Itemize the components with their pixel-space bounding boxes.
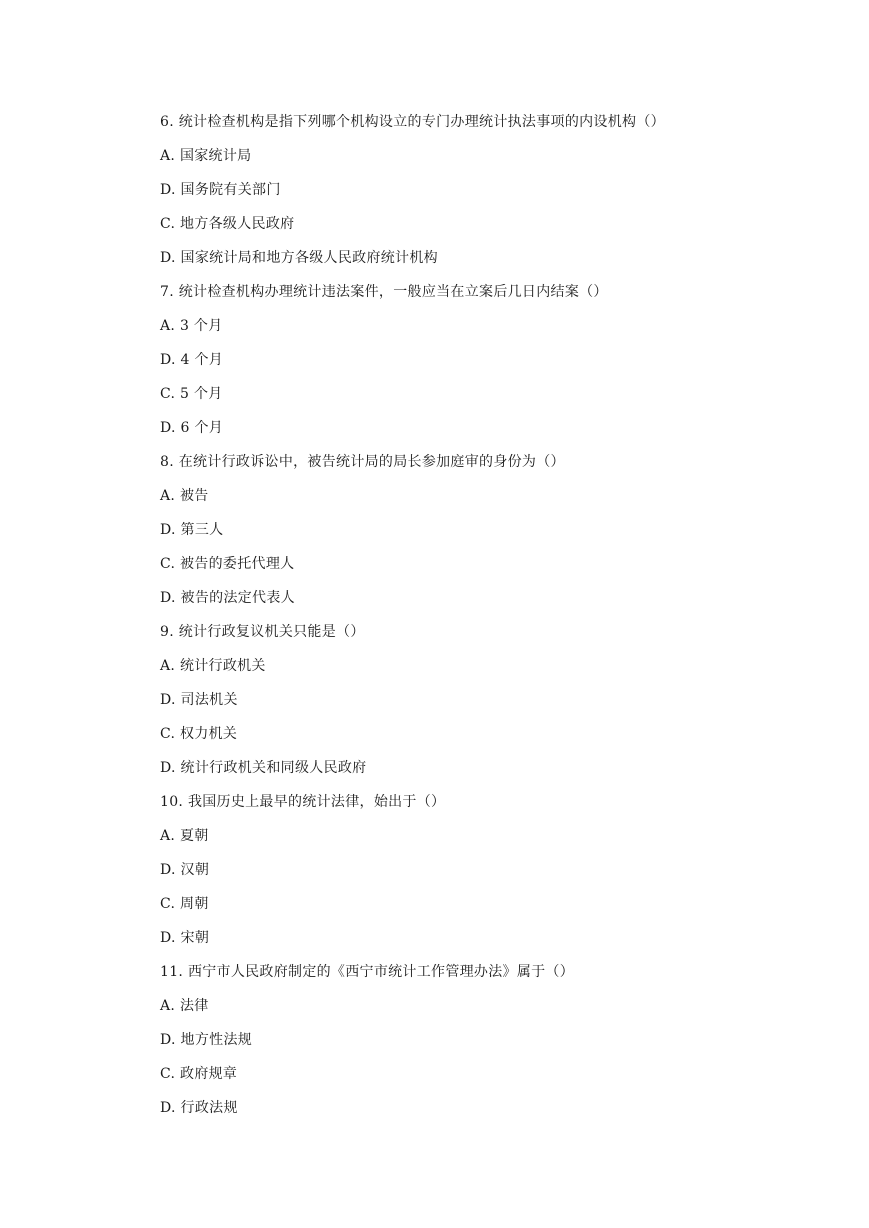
option-letter: D. bbox=[160, 760, 176, 776]
option-letter: D. bbox=[160, 250, 176, 266]
question-number: 9. bbox=[160, 624, 174, 640]
answer-option bbox=[160, 860, 820, 894]
option-text: 周朝 bbox=[180, 896, 209, 912]
answer-option bbox=[160, 690, 820, 724]
option-text: 司法机关 bbox=[180, 692, 238, 708]
answer-option bbox=[160, 1064, 820, 1098]
option-text: 国家统计局 bbox=[179, 148, 252, 164]
question-stem bbox=[160, 452, 820, 486]
answer-option bbox=[160, 996, 820, 1030]
question-stem bbox=[160, 962, 820, 996]
answer-option bbox=[160, 214, 820, 248]
option-text: 第三人 bbox=[180, 522, 224, 538]
option-text: 政府规章 bbox=[180, 1066, 238, 1082]
option-text: 被告的委托代理人 bbox=[180, 556, 295, 572]
question-stem bbox=[160, 112, 820, 146]
option-letter: C. bbox=[160, 726, 176, 742]
answer-option bbox=[160, 146, 820, 180]
option-text: 行政法规 bbox=[180, 1100, 238, 1116]
answer-option bbox=[160, 1030, 820, 1064]
option-letter: A. bbox=[160, 998, 176, 1014]
answer-option bbox=[160, 418, 820, 452]
question-number: 11. bbox=[160, 964, 184, 980]
document-page bbox=[160, 112, 820, 1132]
option-letter: D. bbox=[160, 1032, 176, 1048]
question-text: 统计检查机构是指下列哪个机构设立的专门办理统计执法事项的内设机构（） bbox=[178, 114, 665, 130]
option-text: 4 个月 bbox=[180, 352, 224, 368]
answer-option bbox=[160, 894, 820, 928]
option-text: 统计行政机关和同级人民政府 bbox=[180, 760, 367, 776]
question-text: 统计检查机构办理统计违法案件，一般应当在立案后几日内结案（） bbox=[178, 284, 608, 300]
answer-option bbox=[160, 758, 820, 792]
answer-option bbox=[160, 1098, 820, 1132]
question-number: 8. bbox=[160, 454, 174, 470]
option-text: 被告 bbox=[179, 488, 209, 504]
question-stem bbox=[160, 622, 820, 656]
question-stem bbox=[160, 792, 820, 826]
option-text: 5 个月 bbox=[180, 386, 223, 402]
option-letter: D. bbox=[160, 590, 176, 606]
question-text: 在统计行政诉讼中，被告统计局的局长参加庭审的身份为（） bbox=[178, 454, 565, 470]
option-letter: D. bbox=[160, 862, 176, 878]
option-text: 汉朝 bbox=[180, 862, 210, 878]
question-text: 统计行政复议机关只能是（） bbox=[178, 624, 365, 640]
option-text: 法律 bbox=[179, 998, 209, 1014]
option-letter: D. bbox=[160, 522, 176, 538]
option-letter: C. bbox=[160, 896, 176, 912]
answer-option bbox=[160, 826, 820, 860]
answer-option bbox=[160, 520, 820, 554]
question-text: 西宁市人民政府制定的《西宁市统计工作管理办法》属于（） bbox=[187, 964, 575, 980]
answer-option bbox=[160, 588, 820, 622]
option-letter: A. bbox=[160, 148, 176, 164]
question-stem bbox=[160, 282, 820, 316]
option-letter: D. bbox=[160, 182, 176, 198]
option-letter: D. bbox=[160, 692, 176, 708]
option-text: 国务院有关部门 bbox=[180, 182, 281, 198]
option-letter: C. bbox=[160, 1066, 176, 1082]
answer-option bbox=[160, 554, 820, 588]
answer-option bbox=[160, 486, 820, 520]
answer-option bbox=[160, 248, 820, 282]
question-number: 7. bbox=[160, 284, 174, 300]
option-text: 6 个月 bbox=[180, 420, 224, 436]
option-text: 3 个月 bbox=[179, 318, 223, 334]
option-text: 夏朝 bbox=[179, 828, 209, 844]
option-letter: A. bbox=[160, 318, 176, 334]
answer-option bbox=[160, 316, 820, 350]
answer-option bbox=[160, 928, 820, 962]
option-text: 统计行政机关 bbox=[179, 658, 266, 674]
option-text: 地方性法规 bbox=[180, 1032, 253, 1048]
question-number: 6. bbox=[160, 114, 174, 130]
option-letter: D. bbox=[160, 930, 176, 946]
answer-option bbox=[160, 384, 820, 418]
answer-option bbox=[160, 724, 820, 758]
option-letter: D. bbox=[160, 1100, 176, 1116]
option-letter: A. bbox=[160, 828, 176, 844]
question-number: 10. bbox=[160, 794, 184, 810]
answer-option bbox=[160, 656, 820, 690]
option-letter: C. bbox=[160, 386, 176, 402]
option-letter: D. bbox=[160, 420, 176, 436]
option-text: 地方各级人民政府 bbox=[180, 216, 295, 232]
question-text: 我国历史上最早的统计法律，始出于（） bbox=[187, 794, 446, 810]
option-text: 国家统计局和地方各级人民政府统计机构 bbox=[180, 250, 438, 266]
option-text: 权力机关 bbox=[180, 726, 238, 742]
option-letter: A. bbox=[160, 488, 176, 504]
option-letter: C. bbox=[160, 216, 176, 232]
option-text: 宋朝 bbox=[180, 930, 210, 946]
option-letter: C. bbox=[160, 556, 176, 572]
option-letter: D. bbox=[160, 352, 176, 368]
answer-option bbox=[160, 180, 820, 214]
answer-option bbox=[160, 350, 820, 384]
option-letter: A. bbox=[160, 658, 176, 674]
option-text: 被告的法定代表人 bbox=[180, 590, 295, 606]
